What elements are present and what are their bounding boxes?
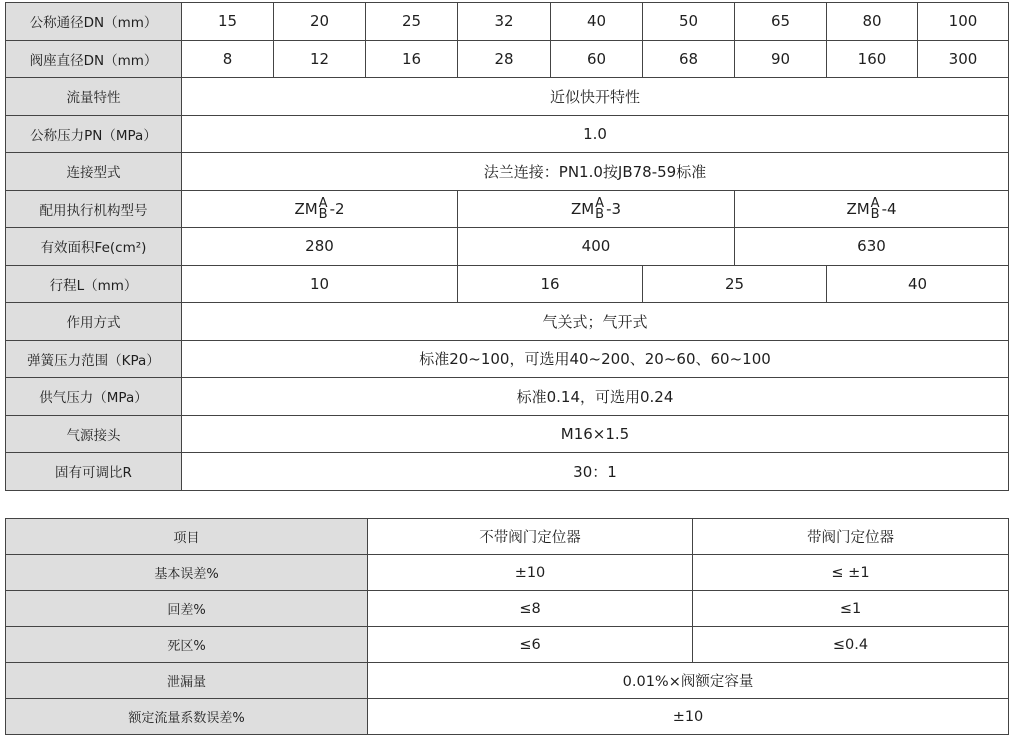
action-value: 气关式；气开式 (182, 303, 1009, 341)
seat-value: 90 (735, 40, 827, 78)
flow-row (6, 78, 1009, 116)
seat-value: 8 (182, 40, 274, 78)
pn-value: 1.0 (182, 115, 1009, 153)
leakage-row (6, 663, 1009, 699)
perf-header-col2: 带阀门定位器 (693, 519, 1009, 555)
area-value: 630 (735, 228, 1009, 266)
seat-value: 60 (551, 40, 643, 78)
seat-value: 28 (458, 40, 551, 78)
basic-error-col1: ±10 (368, 555, 693, 591)
spring-value: 标准20~100，可选用40~200、20~60、60~100 (182, 340, 1009, 378)
dn-value: 25 (366, 3, 458, 41)
air-label: 气源接头 (6, 415, 182, 453)
model-prefix: ZM (846, 199, 870, 218)
hysteresis-col2: ≤1 (693, 591, 1009, 627)
flow-coeff-label: 额定流量系数误差% (6, 699, 368, 735)
flow-value: 近似快开特性 (182, 78, 1009, 116)
perf-header-label: 项目 (6, 519, 368, 555)
seat-value: 300 (918, 40, 1009, 78)
area-value: 400 (458, 228, 735, 266)
model-suffix: -4 (881, 199, 897, 218)
seat-value: 12 (274, 40, 366, 78)
model-suffix: -3 (606, 199, 622, 218)
air-row (6, 415, 1009, 453)
basic-error-col2: ≤ ±1 (693, 555, 1009, 591)
dead-zone-label: 死区% (6, 627, 368, 663)
ratio-label: 固有可调比R (6, 453, 182, 491)
stroke-value: 40 (827, 265, 1009, 303)
spring-row (6, 340, 1009, 378)
supply-label: 供气压力（MPa） (6, 378, 182, 416)
model-prefix: ZM (294, 199, 318, 218)
dead-zone-col1: ≤6 (368, 627, 693, 663)
supply-row (6, 378, 1009, 416)
dn-value: 80 (827, 3, 918, 41)
seat-value: 68 (643, 40, 735, 78)
action-label: 作用方式 (6, 303, 182, 341)
stroke-value: 16 (458, 265, 643, 303)
area-value: 280 (182, 228, 458, 266)
model-sup: A (870, 195, 880, 211)
perf-header-col1: 不带阀门定位器 (368, 519, 693, 555)
dn-value: 50 (643, 3, 735, 41)
basic-error-row (6, 555, 1009, 591)
area-row (6, 228, 1009, 266)
dead-zone-col2: ≤0.4 (693, 627, 1009, 663)
model-sub: B (870, 206, 880, 222)
stroke-label: 行程L（mm） (6, 265, 182, 303)
stroke-value: 10 (182, 265, 458, 303)
supply-value: 标准0.14，可选用0.24 (182, 378, 1009, 416)
connection-row (6, 153, 1009, 191)
model-suffix: -2 (329, 199, 345, 218)
flow-label: 流量特性 (6, 78, 182, 116)
ratio-value: 30：1 (182, 453, 1009, 491)
action-row (6, 303, 1009, 341)
actuator-model (182, 190, 458, 228)
model-sup: A (595, 195, 605, 211)
model-sup: A (318, 195, 328, 211)
specification-table (5, 2, 1009, 491)
dn-value: 15 (182, 3, 274, 41)
dn-value: 20 (274, 3, 366, 41)
dn-value: 65 (735, 3, 827, 41)
model-sub: B (595, 206, 605, 222)
dn-value: 40 (551, 3, 643, 41)
actuator-model (735, 190, 1009, 228)
leakage-value: 0.01%×阀额定容量 (368, 663, 1009, 699)
model-prefix: ZM (570, 199, 595, 218)
air-value: M16×1.5 (182, 415, 1009, 453)
performance-table (5, 518, 1009, 735)
actuator-row (6, 190, 1009, 228)
seat-label: 阀座直径DN（mm） (6, 40, 182, 78)
actuator-model (458, 190, 735, 228)
flow-coeff-value: ±10 (368, 699, 1009, 735)
actuator-label: 配用执行机构型号 (6, 190, 182, 228)
spring-label: 弹簧压力范围（KPa） (6, 340, 182, 378)
model-sub: B (318, 206, 328, 222)
stroke-row (6, 265, 1009, 303)
hysteresis-row (6, 591, 1009, 627)
hysteresis-label: 回差% (6, 591, 368, 627)
dead-zone-row (6, 627, 1009, 663)
leakage-label: 泄漏量 (6, 663, 368, 699)
dn-row (6, 3, 1009, 41)
area-label: 有效面积Fe(cm²) (6, 228, 182, 266)
pn-label: 公称压力PN（MPa） (6, 115, 182, 153)
connection-value: 法兰连接：PN1.0按JB78-59标准 (182, 153, 1009, 191)
connection-label: 连接型式 (6, 153, 182, 191)
seat-row (6, 40, 1009, 78)
dn-value: 100 (918, 3, 1009, 41)
perf-header-row (6, 519, 1009, 555)
dn-value: 32 (458, 3, 551, 41)
dn-label: 公称通径DN（mm） (6, 3, 182, 41)
pn-row (6, 115, 1009, 153)
seat-value: 160 (827, 40, 918, 78)
stroke-value: 25 (643, 265, 827, 303)
flow-coeff-row (6, 699, 1009, 735)
basic-error-label: 基本误差% (6, 555, 368, 591)
hysteresis-col1: ≤8 (368, 591, 693, 627)
ratio-row (6, 453, 1009, 491)
seat-value: 16 (366, 40, 458, 78)
